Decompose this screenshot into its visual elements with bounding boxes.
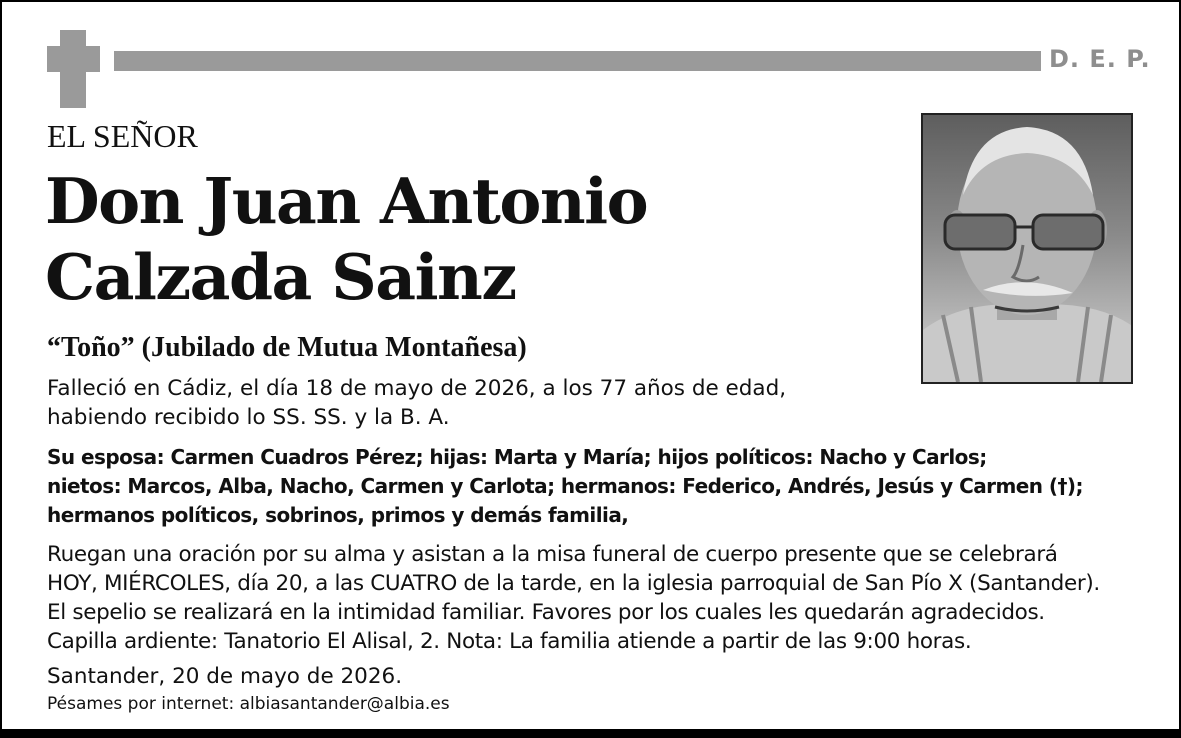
portrait-illustration bbox=[923, 115, 1131, 382]
family-line-3: hermanos políticos, sobrinos, primos y demás familia, bbox=[47, 503, 629, 527]
ceremony-line-4: Capilla ardiente: Tanatorio El Alisal, 2. Nota: La familia atiende a partir de las 9:00 horas. bbox=[47, 629, 972, 654]
place-date: Santander, 20 de mayo de 2026. bbox=[47, 664, 403, 689]
family-line-2: nietos: Marcos, Alba, Nacho, Carmen y Carlota; hermanos: Federico, Andrés, Jesús y Carmen (†); bbox=[47, 474, 1083, 498]
nickname: “Toño” (Jubilado de Mutua Montañesa) bbox=[47, 332, 527, 363]
dep-label: D. E. P. bbox=[1049, 45, 1151, 73]
ceremony-line-3: El sepelio se realizará en la intimidad familiar. Favores por los cuales les quedarán agradecidos. bbox=[47, 600, 1045, 625]
name-line-2: Calzada Sainz bbox=[45, 240, 516, 314]
name-line-1: Don Juan Antonio bbox=[45, 164, 648, 238]
condolences-contact: Pésames por internet: albiasantander@albia.es bbox=[47, 694, 450, 714]
death-line-2: habiendo recibido lo SS. SS. y la B. A. bbox=[47, 405, 450, 430]
death-statement bbox=[47, 374, 786, 432]
ceremony-details bbox=[47, 540, 1100, 656]
family-list bbox=[47, 443, 1083, 530]
header-rule bbox=[114, 51, 1041, 71]
salutation: EL SEÑOR bbox=[47, 118, 198, 154]
deceased-name bbox=[45, 163, 647, 315]
bottom-border bbox=[0, 729, 1181, 738]
ceremony-line-2: HOY, MIÉRCOLES, día 20, a las CUATRO de la tarde, en la iglesia parroquial de San Pío X (Santander). bbox=[47, 571, 1100, 596]
family-line-1: Su esposa: Carmen Cuadros Pérez; hijas: Marta y María; hijos políticos: Nacho y Carlos; bbox=[47, 445, 987, 469]
portrait-photo bbox=[921, 113, 1133, 384]
latin-cross-icon-arm bbox=[47, 46, 100, 72]
ceremony-line-1: Ruegan una oración por su alma y asistan a la misa funeral de cuerpo presente que se celebrará bbox=[47, 542, 1058, 567]
death-line-1: Falleció en Cádiz, el día 18 de mayo de 2026, a los 77 años de edad, bbox=[47, 376, 787, 401]
